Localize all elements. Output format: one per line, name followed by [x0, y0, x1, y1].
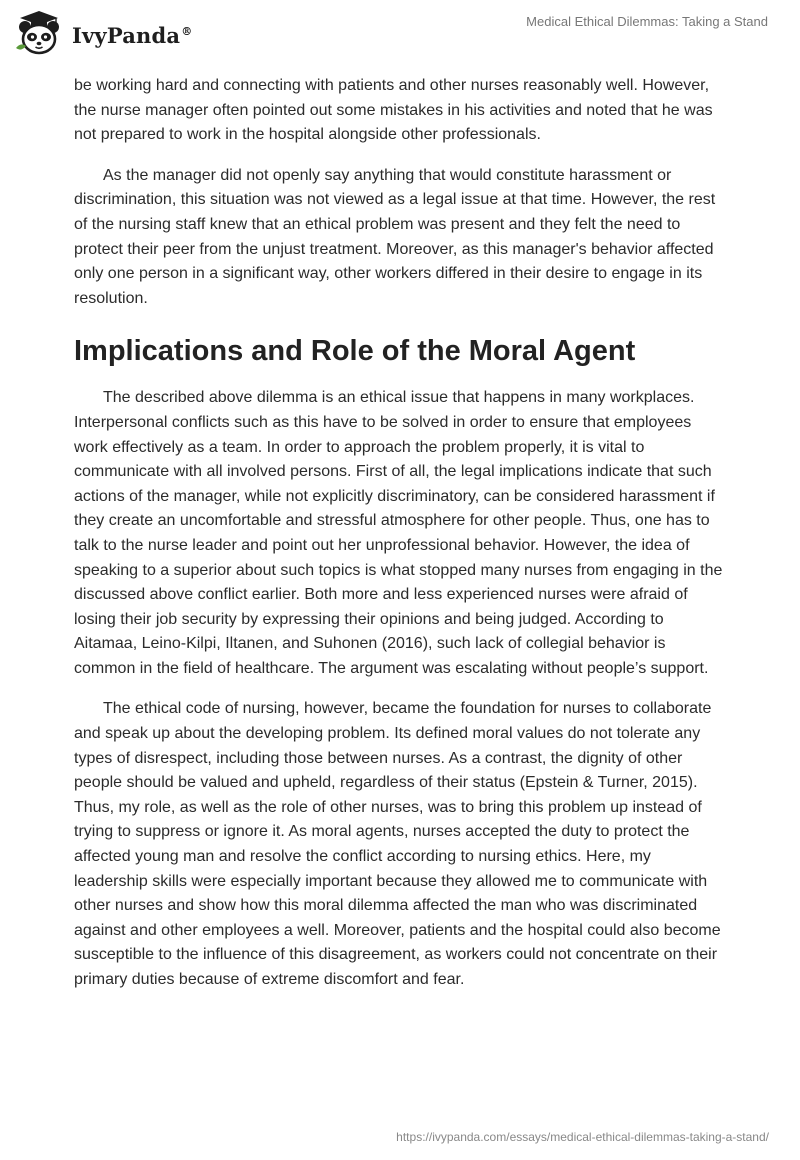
section-heading: Implications and Role of the Moral Agent: [74, 335, 636, 368]
paragraph: As the manager did not openly say anything that would constitute harassment or discrimination, this situation was not viewed as a legal issue at that time. However, the rest of the nursing staff knew that an ethical problem was present and they felt the need to protect their peer from the unjust treatment. Moreover, as this manager's behavior affected only one person in a significant way, other workers differed in their desire to engage in its resolution.: [74, 166, 716, 307]
registered-mark: ®: [181, 24, 193, 38]
essay-body: [74, 74, 728, 1009]
brand-name: IvyPanda®: [72, 22, 193, 48]
paragraph: The described above dilemma is an ethical issue that happens in many workplaces. Interpersonal conflicts such as this have to be solved in order to ensure that employees work effectively as a team. In order to approach the problem properly, it is vital to communicate with all involved persons. First of all, the legal implications indicate that such actions of the manager, while not explicitly discriminatory, can be considered harassment if they create an uncomfortable and stressful atmosphere for other people. Thus, one has to talk to the nurse leader and point out her unprofessional behavior. However, the idea of speaking to a superior about such topics is what stopped many nurses from engaging in the discussed above conflict earlier. Both more and less experienced nurses were afraid of losing their job security by expressing their opinions and being judged. According to Aitamaa, Leino-Kilpi, Iltanen, and Suhonen (2016), such lack of collegial behavior is common in the field of healthcare. The argument was escalating without people’s support.: [74, 389, 723, 677]
document-title: Medical Ethical Dilemmas: Taking a Stand: [526, 14, 768, 29]
paragraph: be working hard and connecting with patients and other nurses reasonably well. However, the nurse manager often pointed out some mistakes in his activities and noted that he was not prepared to work in the hospital alongside other professionals.: [74, 77, 713, 144]
brand-logo[interactable]: [12, 8, 192, 58]
source-url[interactable]: https://ivypanda.com/essays/medical-ethical-dilemmas-taking-a-stand/: [396, 1130, 769, 1144]
panda-graduate-icon: [12, 8, 68, 58]
paragraph: The ethical code of nursing, however, became the foundation for nurses to collaborate and speak up about the developing problem. Its defined moral values do not tolerate any types of disrespect, including those between nurses. As a contrast, the dignity of other people should be valued and upheld, regardless of their status (Epstein & Turner, 2015). Thus, my role, as well as the role of other nurses, was to bring this problem up instead of trying to suppress or ignore it. As moral agents, nurses accepted the duty to protect the affected young man and resolve the conflict according to nursing ethics. Here, my leadership skills were especially important because they allowed me to communicate with other nurses and show how this moral dilemma affected the man who was discriminated against and other employees a well. Moreover, patients and the hospital could also become susceptible to the influence of this disagreement, as workers could not concentrate on their primary duties because of extreme discomfort and fear.: [74, 700, 721, 988]
page-header: [0, 0, 800, 70]
